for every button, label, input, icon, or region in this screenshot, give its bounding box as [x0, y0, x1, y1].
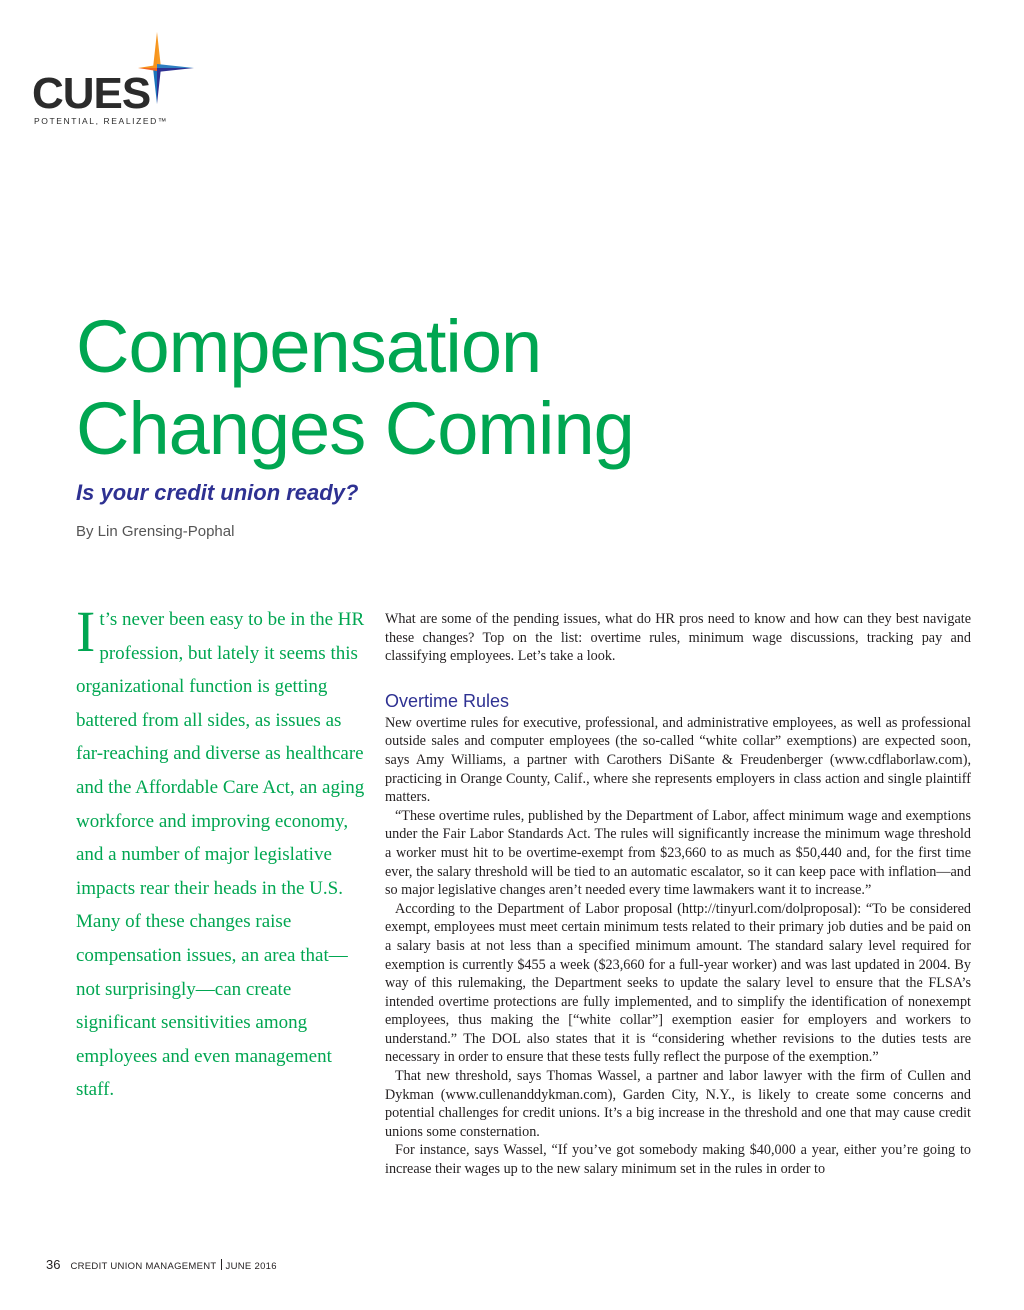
article-byline: By Lin Grensing-Pophal [76, 523, 235, 540]
body-paragraph: For instance, says Wassel, “If you’ve got somebody making $40,000 a year, either you’re going to increase their wages up to the new salary minimum set in the rules in order to [385, 1142, 971, 1178]
cues-logo [32, 28, 212, 128]
article-subtitle: Is your credit union ready? [76, 480, 359, 505]
title-line-1: Compensation [76, 305, 542, 388]
body-paragraph: New overtime rules for executive, professional, and administrative employees, as well as professional outside sales and computer employees (the so-called “white collar” exemptions) are expected soon, says Amy Williams, a partner with Carothers DiSante & Freudenberger (www.cdflaborlaw.com), practicing in Orange County, Calif., where she represents employers in class action and single plaintiff matters. [385, 714, 971, 806]
article-body [385, 610, 971, 1179]
logo-wordmark: CUES [32, 69, 151, 118]
logo-tagline: POTENTIAL, REALIZED™ [34, 116, 169, 126]
issue-date: JUNE 2016 [225, 1261, 277, 1272]
pull-quote-text: t’s never been easy to be in the HR profession, but lately it seems this organizational function is getting battered from all sides, as issues as far-reaching and diverse as healthcare and the Affordable Care Act, an aging workforce and improving economy, and a number of major legislative impacts rear their heads in the U.S. Many of these changes raise compensation issues, an area that—not surprisingly—can create significant sensitivities among employees and even management staff. [76, 609, 365, 1101]
body-paragraph: That new threshold, says Thomas Wassel, a partner and labor lawyer with the firm of Cullen and Dykman (www.cullenanddykman.com), Garden City, N.Y., is likely to create some concerns and potential challenges for credit unions. It’s a big increase in the threshold and one that may cause credit unions some consternation. [385, 1068, 971, 1140]
footer-divider [221, 1259, 222, 1270]
title-line-2: Changes Coming [76, 387, 634, 470]
body-paragraph: According to the Department of Labor proposal (http://tinyurl.com/dolproposal): “To be considered exempt, employees must meet certain minimum tests related to their primary job duties and be paid on a salary basis at not less than a specified minimum amount. The standard salary level required for exemption is currently $455 a week ($23,660 for a full-year worker) and was last updated in 2004. By way of this rulemaking, the Department seeks to update the salary level to ensure that the FLSA’s intended overtime protections are fully implemented, and to simplify the identification of nonexempt employees, thus making the [“white collar”] exemption easier for employers and workers to understand.” The DOL also states that it is “considering whether revisions to the duties tests are necessary in order to ensure that these tests fully reflect the purpose of the exemption.” [385, 900, 971, 1066]
pull-quote [76, 599, 368, 1107]
article-title [76, 306, 776, 470]
section-heading: Overtime Rules [385, 690, 510, 711]
drop-cap: I [76, 599, 96, 664]
intro-paragraph: What are some of the pending issues, what do HR pros need to know and how can they best navigate these changes? Top on the list: overtime rules, minimum wage discussions, tracking pay and classifying employees. Let’s take a look. [385, 611, 971, 665]
publication-name: CREDIT UNION MANAGEMENT [70, 1261, 217, 1272]
body-paragraph: “These overtime rules, published by the Department of Labor, affect minimum wage and exemptions under the Fair Labor Standards Act. The rules will significantly increase the minimum wage threshold a worker must hit to be overtime-exempt from $23,660 to as much as $50,440 and, for the first time ever, the salary threshold will be tied to an automatic escalator, so it can keep pace with inflation—and so major legislative changes aren’t needed every time lawmakers want it to increase.” [385, 807, 971, 899]
page-number: 36 [46, 1257, 61, 1272]
page-footer [46, 1256, 277, 1274]
